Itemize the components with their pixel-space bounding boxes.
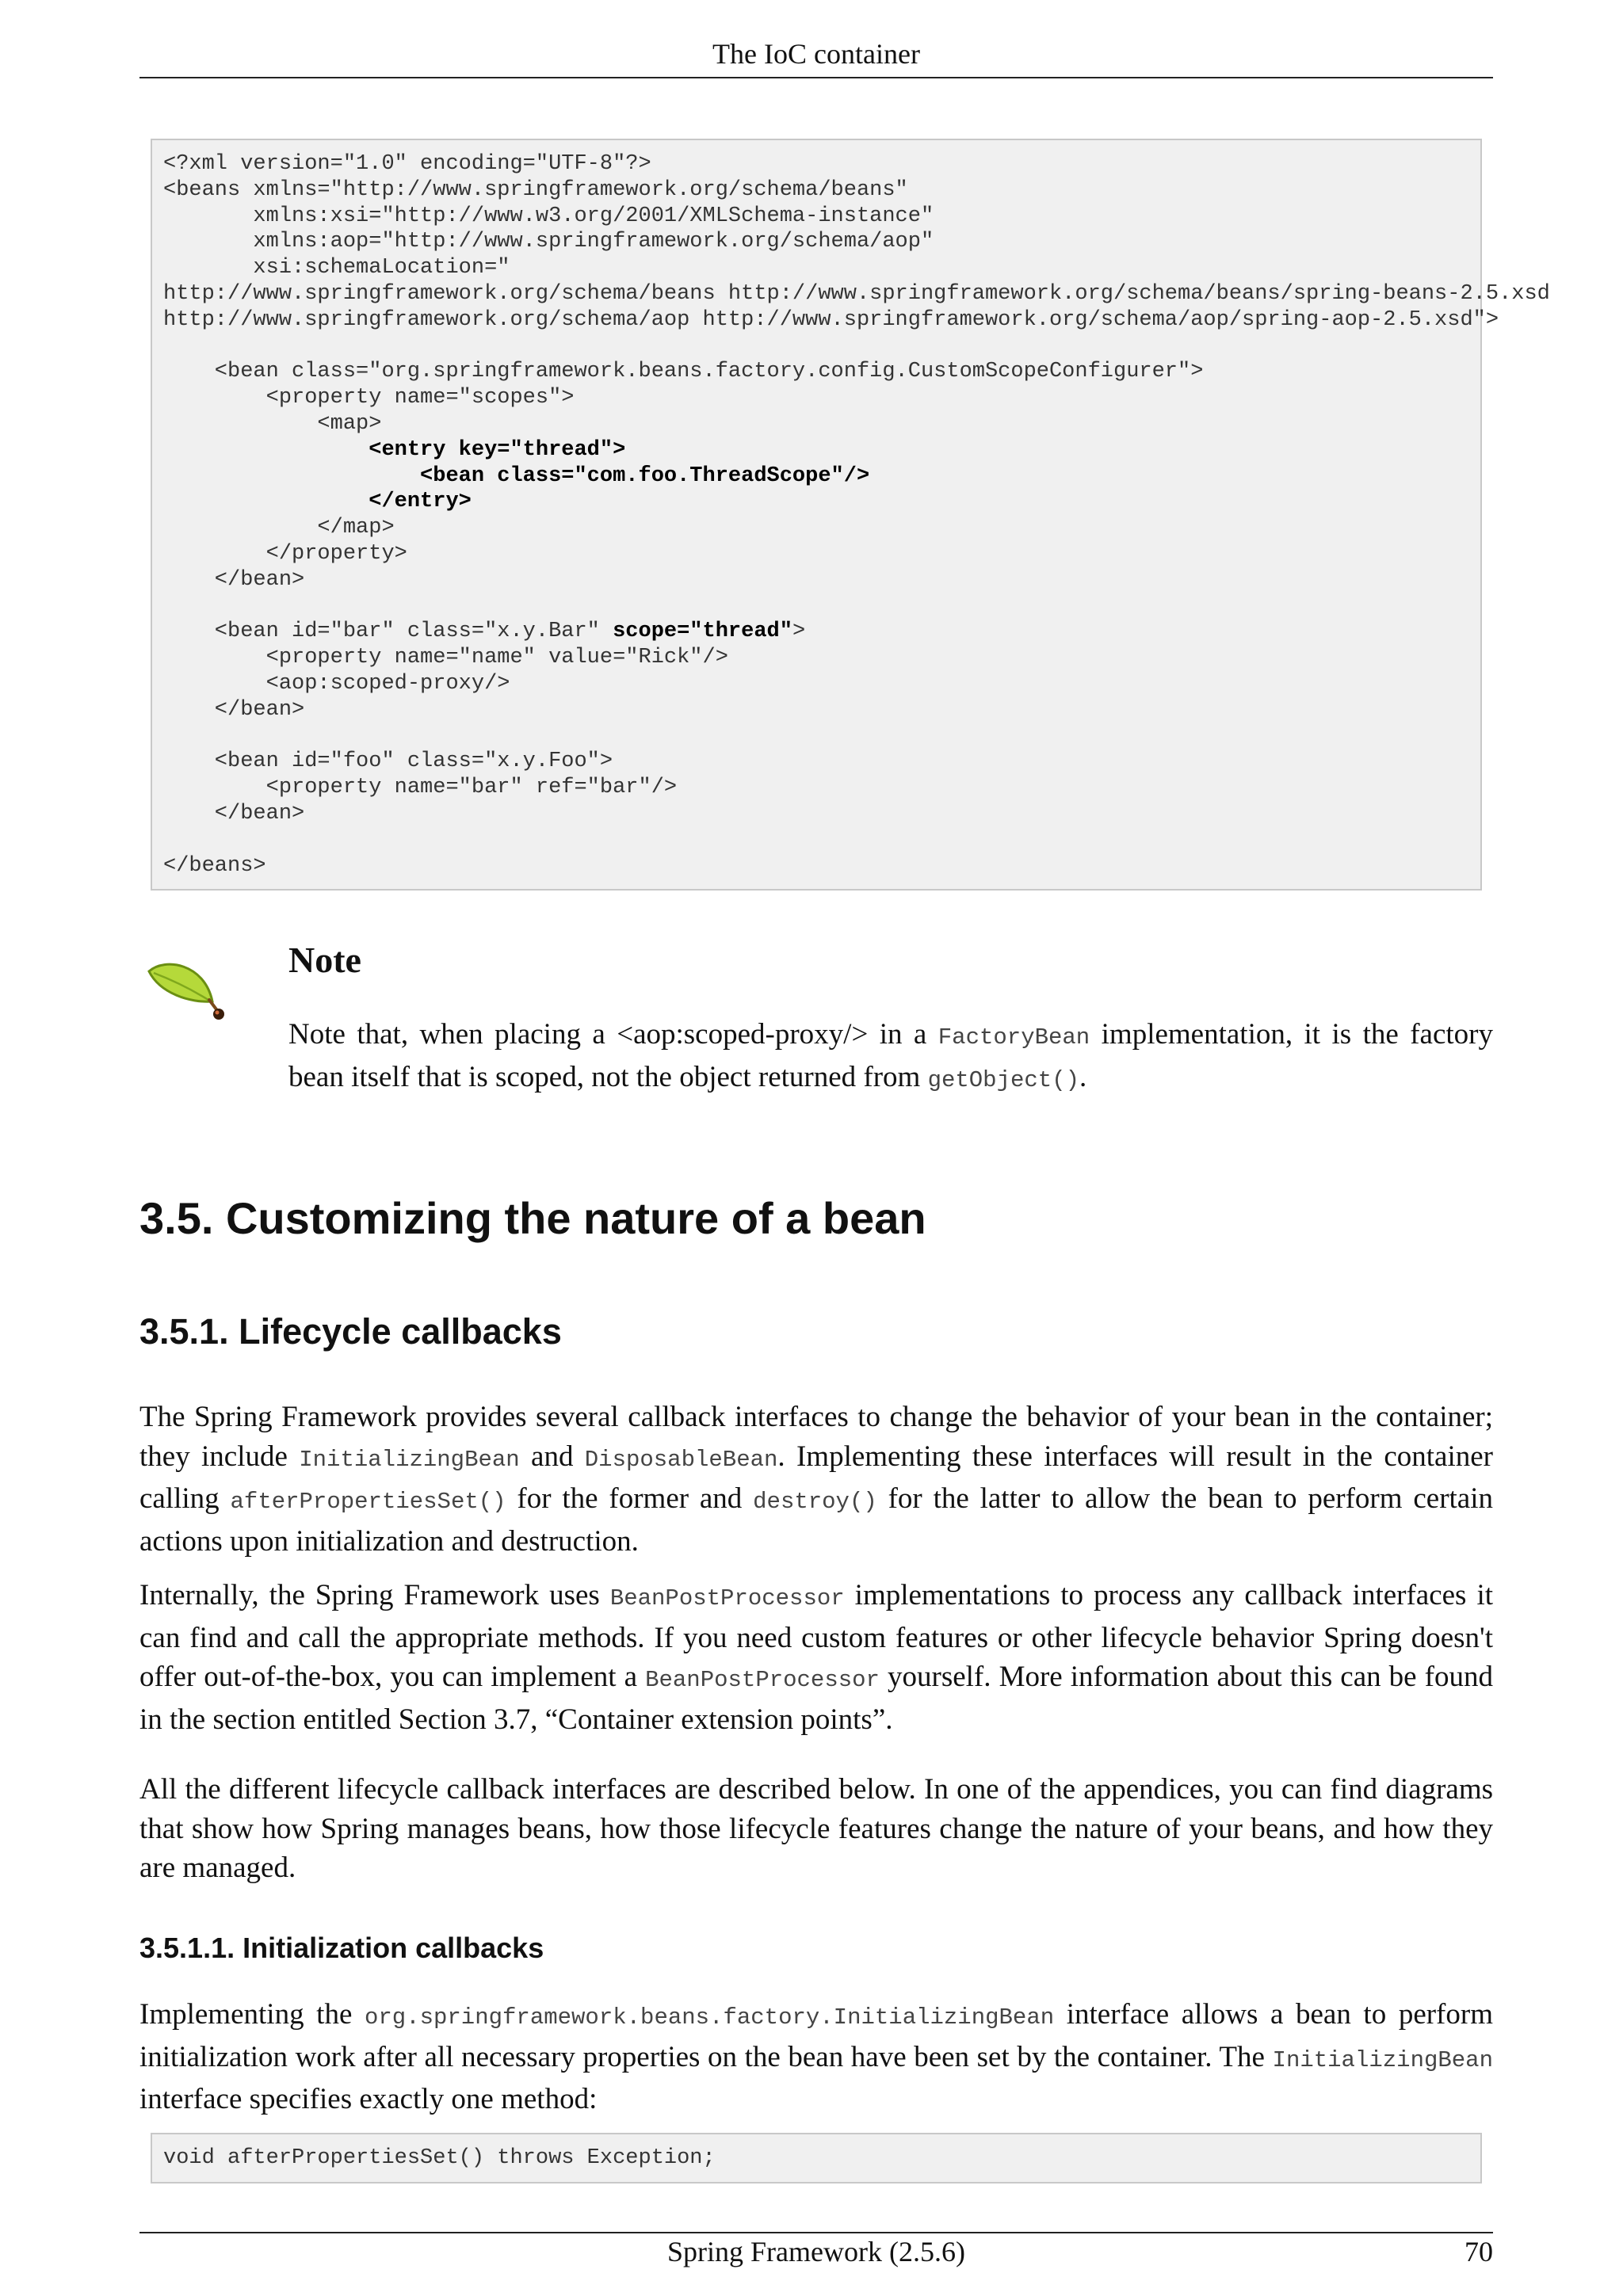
running-header: The IoC container [712, 38, 920, 70]
leaf-note-icon [143, 954, 230, 1033]
note-title: Note [288, 940, 361, 980]
bean-bar-line: <bean id="bar" class="x.y.Bar" scope="thread"> [163, 620, 806, 644]
code-text: <?xml version="1.0" encoding="UTF-8"?> <beans xmlns="http://www.springframework.org/schema/beans" xmlns:xsi="http://www.w3.org/2001/XMLSchema-instance" xmlns:aop="http://www.springframework.org/schema/aop" xsi:schemaLocation=" http://www.springframework.org/schema/beans http://www.springframework.org/schema/beans/spring-beans-2.5.xsd http://www.springframework.org/schema/aop http://www.springframework.org/schema/aop/spring-aop-2.5.xsd"> <bean class="org.springframework.beans.factory.config.CustomScopeConfigurer"> <property name="scopes"> <map> <entry key="thread"> <bean class="com.foo.ThreadScope"/> </entry> </map> </property> </bean> <bean id="bar" class="x.y.Bar" scope="thread"> <property name="name" value="Rick"/> <aop:scoped-proxy/> </bean> <bean id="foo" class="x.y.Foo"> <property name="bar" ref="bar"/> </bean> </beans> [163, 152, 1550, 878]
code-factorybean: FactoryBean [938, 1024, 1090, 1051]
section-heading: 3.5. Customizing the nature of a bean [139, 1193, 926, 1243]
footer-title: Spring Framework (2.5.6) [667, 2236, 965, 2267]
paragraph-initializingbean: Implementing the org.springframework.beans.factory.InitializingBean interface allows a bean to perform initialization work after all necessary properties on the bean have been set by the container. The InitializingBean interface specifies exactly one method: [139, 1998, 1493, 2115]
paragraph-lifecycle-intro: The Spring Framework provides several callback interfaces to change the behavior of your bean in the container; they include InitializingBean and DisposableBean. Implementing these interfaces will result in the container calling afterPropertiesSet() for the former and destroy() for the latter to allow the bean to perform certain actions upon initialization and destruction. [139, 1401, 1493, 1558]
code-text: void afterPropertiesSet() throws Exception; [163, 2146, 716, 2170]
subsubsection-heading: 3.5.1.1. Initialization callbacks [139, 1932, 544, 1964]
code-getobject: getObject() [927, 1067, 1079, 1093]
paragraph-beanpostprocessor: Internally, the Spring Framework uses BeanPostProcessor implementations to process any callback interfaces it can find and call the appropriate methods. If you need custom features or other lifecycle behavior Spring doesn't offer out-of-the-box, you can implement a BeanPostProcessor yourself. More information about this can be found in the section entitled Section 3.7, “Container extension points”. [139, 1579, 1494, 1736]
subsection-heading: 3.5.1. Lifecycle callbacks [139, 1311, 562, 1352]
paragraph-appendices: All the different lifecycle callback interfaces are described below. In one of the appendices, you can find diagrams that show how Spring manages beans, how those lifecycle features change the nature of your beans, and how they are managed. [139, 1773, 1493, 1884]
document-page [139, 0, 1550, 2296]
page-number: 70 [1465, 2236, 1493, 2267]
footer-rule [139, 2232, 1493, 2233]
code-block-xml [151, 139, 1550, 891]
code-block-method [151, 2133, 1482, 2183]
header-rule [139, 77, 1493, 78]
note-text: Note that, when placing a <aop:scoped-proxy/> in a FactoryBean implementation, it is the factory bean itself that is scoped, not the object returned from getObject(). [288, 1018, 1493, 1093]
